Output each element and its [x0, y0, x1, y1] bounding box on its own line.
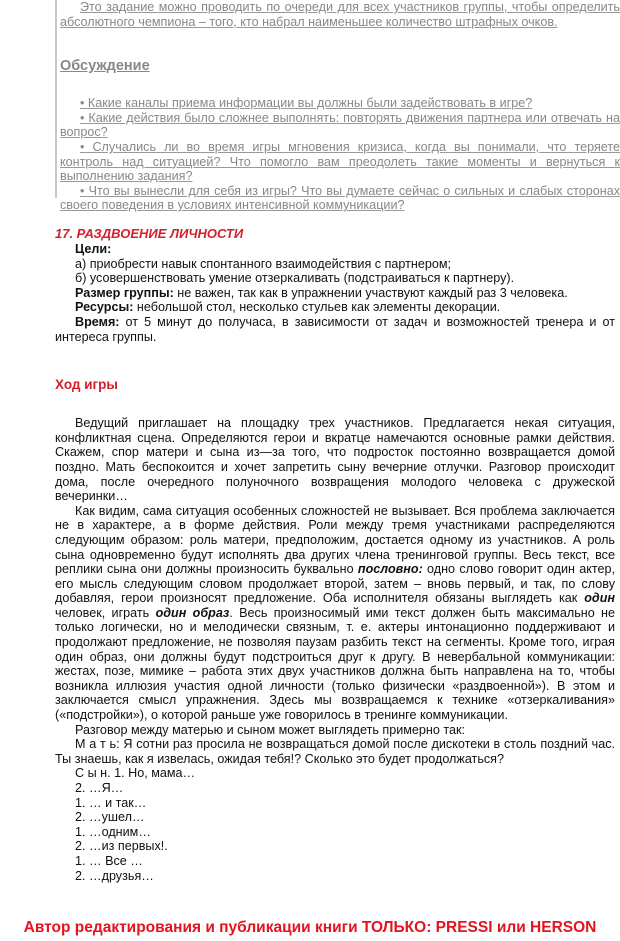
time [55, 315, 615, 344]
emphasis: один [584, 591, 615, 606]
resources [55, 300, 615, 315]
goal-b: б) усовершенствовать умение отзеркаливать (подстраиваться к партнеру). [75, 271, 515, 286]
group-size-label: Размер группы: [75, 285, 174, 300]
dialogue-line: 2. …из первых!. [75, 839, 168, 854]
previous-exercise-section [55, 0, 620, 213]
game-heading: Ход игры [55, 377, 118, 393]
dialogue-line: 2. …друзья… [75, 868, 154, 883]
emphasis: один образ [155, 605, 230, 620]
text: . Весь произносимый ими текст должен быть максимально не только логически, но и мелодически связным, т. е. актеры интонационно поддерживают и продолжают предложение, не позволяя паузам разбить текст на сегменты. Кроме того, играя один образ, они должны будут подстроиться друг к другу. В невербальной коммуникации: жестах, позе, мимике – работа этих двух участников должна быть направлена на то, чтобы возникла иллюзия участия одной личности (только физически «раздвоенной»). В этом и заключается смысл упражнения. Здесь мы возвращаемся к технике «отзеркаливания» («подстройки»), о которой раньше уже говорилось в тренинге коммуникации. [55, 605, 616, 723]
dialogue-line: 1. … Все … [75, 853, 143, 868]
group-size [55, 286, 615, 301]
question-item[interactable]: • Что вы вынесли для себя из игры? Что вы думаете сейчас о сильных и слабых сторонах своего поведения в условиях интенсивной коммуникации? [60, 183, 620, 213]
discussion-heading[interactable]: Обсуждение [60, 58, 150, 75]
goal-a: а) приобрести навык спонтанного взаимодействия с партнером; [75, 256, 452, 271]
dialogue-line: С ы н. 1. Но, мама… [75, 766, 196, 781]
emphasis: пословно: [357, 562, 423, 577]
paragraph: Ведущий приглашает на площадку трех участников. Предлагается некая ситуация, конфликтная сцена. Определяются герои и вкратце намечаются основные рамки действия. Скажем, спор матери и сына из—за того, что подросток постоянно возвращается домой поздно. Мать беспокоится и хочет запретить сыну вечерние отлучки. Разговор происходит дома, после очередного полуночного возвращения молодого человека с дружеской вечеринки… [55, 416, 615, 504]
dialogue-line: 2. …Я… [75, 781, 124, 795]
time-label: Время: [75, 314, 120, 329]
paragraph: М а т ь: Я сотни раз просила не возвращаться домой после дискотеки в столь поздний час. Ты знаешь, как я извелась, ожидая тебя!? Сколько это будет продолжаться? [55, 737, 615, 766]
dialogue-line: 2. …ушел… [75, 810, 145, 825]
question-item[interactable]: • Случались ли во время игры мгновения кризиса, когда вы понимали, что теряете контроль над ситуацией? Что помогло вам преодолеть такие моменты и вернуться к выполнению задания? [60, 139, 620, 184]
goals-label: Цели: [75, 242, 112, 256]
question-item[interactable]: • Какие действия было сложнее выполнять: повторять движения партнера или отвечать на вопрос? [60, 110, 620, 140]
dialogue-line: 1. …одним… [75, 824, 151, 839]
resources-label: Ресурсы: [75, 300, 134, 315]
exercise-section [55, 226, 615, 883]
paragraph [55, 504, 615, 723]
discussion-questions [60, 96, 620, 213]
footer-notice: Автор редактирования и публикации книги ТОЛЬКО: PRESSI или HERSON [23, 919, 597, 936]
paragraph: Разговор между матерью и сыном может выглядеть примерно так: [75, 722, 466, 737]
question-item[interactable]: • Какие каналы приема информации вы должны были задействовать в игре? [80, 96, 533, 111]
resources-value: небольшой стол, несколько стульев как элементы декорации. [133, 300, 501, 315]
dialogue-line: 1. … и так… [75, 795, 147, 810]
intro-link[interactable]: Это задание можно проводить по очереди для всех участников группы, чтобы определить абсолютного чемпиона – того, кто набрал наименьшее количество штрафных очков. [60, 0, 620, 29]
exercise-title: 17. РАЗДВОЕНИЕ ЛИЧНОСТИ [55, 226, 244, 241]
text: Как видим, сама ситуация особенных сложностей не вызывает. Вся проблема заключается не в характере, а в форме действия. Роли между тремя участниками распределяются следующим образом: роль матери, предположим, достается одному из участников. А роль сына одновременно будут исполнять два других члена тренинговой группы. Весь текст, все реплики сына они должны произносить буквально [55, 503, 615, 577]
text: человек, играть [55, 605, 156, 620]
text: одно слово говорит один актер, его мысль следующим словом продолжает второй, затем – вновь первый, и так, по слову добавляя, герои произносят предложение. Оба исполнителя обязаны выглядеть как [55, 562, 615, 606]
time-value: от 5 минут до получаса, в зависимости от задач и возможностей тренера и от интереса группы. [55, 314, 615, 344]
group-size-value: не важен, так как в упражнении участвуют каждый раз 3 человека. [173, 285, 568, 300]
